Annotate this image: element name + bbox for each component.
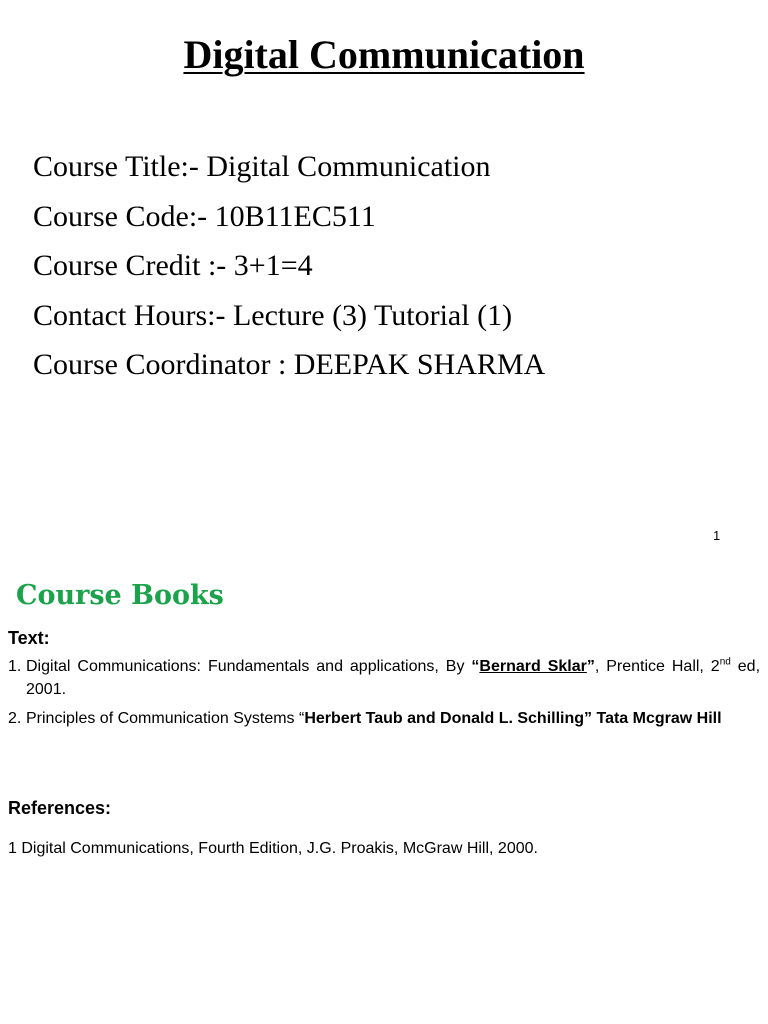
- book-author: Herbert Taub and Donald L. Schilling” Tata Mcgraw Hill: [304, 710, 722, 727]
- course-title-line: Course Title:- Digital Communication: [33, 150, 491, 183]
- list-item: [8, 655, 760, 701]
- course-credit-line: Course Credit :- 3+1=4: [33, 249, 313, 282]
- references-heading: References:: [8, 798, 112, 818]
- course-coordinator-line: Course Coordinator : DEEPAK SHARMA: [33, 348, 546, 381]
- quote-close: ”: [586, 658, 595, 675]
- contact-hours-line: Contact Hours:- Lecture (3) Tutorial (1): [33, 298, 513, 332]
- list-item: [8, 707, 760, 730]
- reference-item: 1 Digital Communications, Fourth Edition, J.G. Proakis, McGraw Hill, 2000.: [8, 840, 538, 857]
- list-item-number: 1.: [8, 658, 22, 675]
- list-item-number: 2.: [8, 710, 22, 727]
- book-edition-text: ed, 2001.: [26, 658, 761, 698]
- course-code-line: Course Code:- 10B11EC511: [33, 199, 376, 233]
- text-book-list: [8, 655, 760, 736]
- edition-superscript: nd: [719, 656, 731, 668]
- list-item-text: [26, 655, 760, 701]
- book-author: Bernard Sklar: [479, 658, 587, 675]
- slide-course-books: [0, 560, 768, 1024]
- book-publisher-text: , Prentice Hall, 2: [594, 658, 720, 675]
- slide-title: Digital Communication: [183, 32, 585, 77]
- text-heading: Text:: [8, 628, 50, 648]
- quote-open: “: [471, 658, 480, 675]
- course-books-heading: Course Books: [16, 580, 224, 611]
- book-title-text: Principles of Communication Systems “: [26, 710, 305, 727]
- course-info-list: [33, 142, 545, 390]
- book-title-text: Digital Communications: Fundamentals and applications, By: [26, 658, 472, 675]
- list-item-text: [26, 707, 760, 730]
- page-number: 1: [713, 528, 721, 543]
